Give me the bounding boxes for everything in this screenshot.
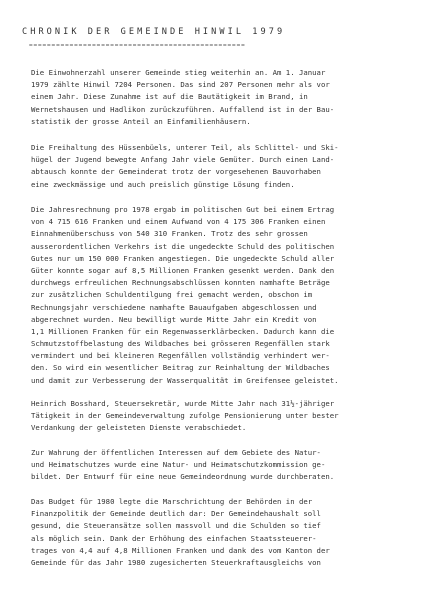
text-line: Wernetshausen und Hadlikon zurückzuführen. Auffallend ist in der Bau-	[31, 104, 335, 114]
text-line: und damit zur Verbesserung der Wasserqualität im Greifensee geleistet.	[31, 375, 339, 385]
text-line: durchwegs erfreulichen Rechnungsabschlüssen konnten namhafte Beträge	[31, 278, 330, 288]
text-line: statistik der grosse Anteil an Einfamilienhäusern.	[31, 116, 251, 126]
text-line: Gutes nur um 150 000 Franken angestiegen. Die ungedeckte Schuld aller	[31, 253, 335, 263]
text-line: Die Einwohnerzahl unserer Gemeinde stieg weiterhin an. Am 1. Januar	[31, 68, 326, 77]
text-line: als möglich sein. Dank der Erhöhung des einfachen Staatssteuerer-	[31, 533, 317, 543]
text-line: Verdankung der geleisteten Dienste verabschiedet.	[31, 423, 247, 433]
paragraph-population	[31, 67, 406, 128]
paragraph-jahresrechnung	[31, 204, 406, 387]
text-line: Die Jahresrechnung pro 1978 ergab im politischen Gut bei einem Ertrag	[31, 205, 335, 214]
text-line: von 4 715 616 Franken und einem Aufwand von 4 175 306 Franken einen	[31, 217, 326, 227]
text-line: Heinrich Bosshard, Steuersekretär, wurde Mitte Jahr nach 31½-jähriger	[31, 399, 335, 408]
text-line: den. So wird ein wesentlicher Beitrag zur Reinhaltung der Wildbaches	[31, 363, 330, 373]
text-line: hügel der Jugend bewegte Anfang Jahr viele Gemüter. Durch einen Land-	[31, 155, 335, 165]
text-line: einem Jahr. Diese Zunahme ist auf die Bautätigkeit im Brand, in	[31, 92, 308, 102]
page-title: CHRONIK DER GEMEINDE HINWIL 1979	[22, 27, 286, 37]
text-line: abtausch konnte der Gemeinderat trotz der vorgesehenen Bauvorhaben	[31, 167, 321, 177]
text-line: Finanzpolitik der Gemeinde deutlich dar: Der Gemeindehaushalt soll	[31, 509, 321, 519]
text-line: Zur Wahrung der öffentlichen Interessen auf dem Gebiete des Natur-	[31, 448, 321, 457]
text-line: Güter konnte sogar auf 8,5 Millionen Franken gesenkt werden. Dank den	[31, 265, 335, 275]
text-line: 1979 zählte Hinwil 7204 Personen. Das sind 207 Personen mehr als vor	[31, 80, 330, 90]
text-line: abgerechnet wurden. Neu bewilligt wurde Mitte Jahr ein Kredit von	[31, 314, 317, 324]
title-underline: ================================================	[29, 42, 246, 49]
text-line: Die Freihaltung des Hüssenbüels, unterer Teil, als Schlittel- und Ski-	[31, 143, 339, 152]
text-line: trages von 4,4 auf 4,8 Millionen Franken und dank des vom Kanton der	[31, 545, 330, 555]
text-line: und Heimatschutzes wurde eine Natur- und Heimatschutzkommission ge-	[31, 460, 326, 470]
paragraph-naturschutz	[31, 447, 406, 484]
text-line: Gemeinde für das Jahr 1980 zugesicherten Steuerkraftausgleichs von	[31, 557, 321, 567]
paragraph-huessenbueel	[31, 142, 406, 191]
text-line: bildet. Der Entwurf für eine neue Gemeindeordnung wurde durchberaten.	[31, 472, 335, 482]
text-line: Einnahmenüberschuss von 540 310 Franken. Trotz des sehr grossen	[31, 229, 308, 239]
text-line: eine zweckmässige und auch preislich günstige Lösung finden.	[31, 179, 295, 189]
paragraph-budget-1980	[31, 496, 406, 569]
text-line: 1,1 Millionen Franken für ein Regenwasserklärbecken. Dadurch kann die	[31, 326, 335, 336]
paragraph-bosshard	[31, 398, 406, 435]
text-line: gesund, die Steueransätze sollen massvoll und die Schulden so tief	[31, 521, 321, 531]
text-line: zur zusätzlichen Schuldentilgung frei gemacht werden, obschon im	[31, 290, 313, 300]
text-line: Tätigkeit in der Gemeindeverwaltung zufolge Pensionierung unter bester	[31, 411, 339, 421]
text-line: vermindert und bei kleineren Regenfällen vollständig verhindert wer-	[31, 351, 330, 361]
text-line: ausserordentlichen Verkehrs ist die ungedeckte Schuld des politischen	[31, 241, 335, 251]
text-line: Schmutzstoffbelastung des Wildbaches bei grösseren Regenfällen stark	[31, 339, 330, 349]
text-line: Rechnungsjahr verschiedene namhafte Bauaufgaben abgeschlossen und	[31, 302, 317, 312]
text-line: Das Budget für 1980 legte die Marschrichtung der Behörden in der	[31, 497, 313, 506]
